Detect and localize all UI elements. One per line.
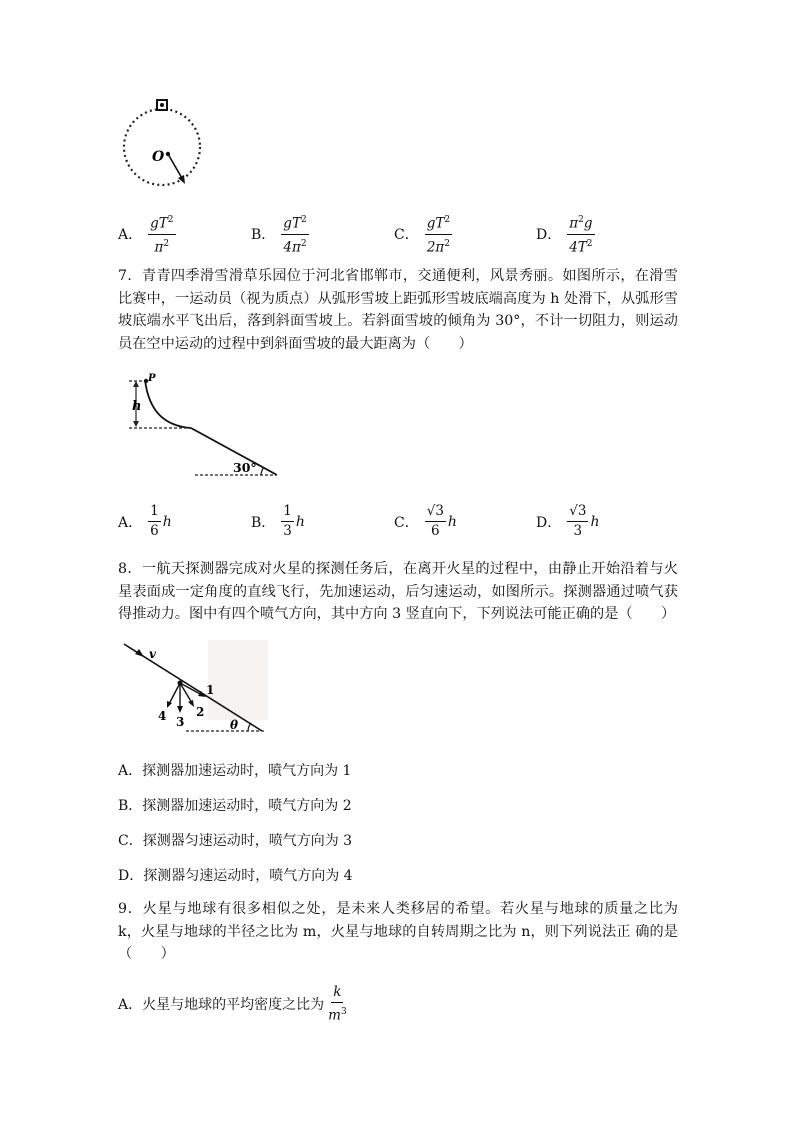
- q7-option-c[interactable]: [394, 503, 457, 540]
- numerator: gT: [426, 215, 445, 232]
- radius-arrowhead: [178, 175, 185, 184]
- q8-option-d[interactable]: D．探测器匀速运动时，喷气方向为 4: [118, 868, 353, 884]
- numerator: gT: [283, 215, 301, 232]
- fraction: [148, 212, 175, 256]
- q7-question-text: 7．青青四季滑雪滑草乐园位于河北省邯郸市，交通便利，风景秀丽。如图所示，在滑雪比赛中，一运动员（视为质点）从弧形雪坡上距弧形雪坡底端高度为 h 处滑下，从弧形雪坡底端水平飞出后，落到斜面雪坡上。若斜面雪坡的倾角为 30°，不计一切阻力，则运动员在空中运动的过程中到斜面雪坡的最大距离为（ ）: [118, 268, 678, 352]
- option-letter: A．: [118, 227, 143, 243]
- q6-option-b[interactable]: [251, 212, 309, 256]
- q8-question-text: 8．一航天探测器完成对火星的探测任务后，在离开火星的过程中，由静止开始沿着与火星表面成一定角度的直线飞行，先加速运动，后匀速运动，如图所示。探测器通过喷气获得推动力。图中有四个喷气方向，其中方向 3 竖直向下，下列说法可能正确的是（ ）: [118, 561, 678, 622]
- height-arrow-down: [133, 421, 139, 427]
- height-arrow-up: [133, 381, 139, 387]
- mass-block-dot: [160, 103, 164, 107]
- figure-background-smudge: [208, 640, 268, 720]
- direction-3-arrowhead: [177, 706, 183, 713]
- q6-circle-figure: [115, 98, 215, 190]
- variable-h: h: [295, 513, 305, 530]
- radius-arrow: [168, 154, 183, 180]
- exponent: 2: [300, 238, 307, 249]
- option-letter: A．: [118, 514, 143, 531]
- denominator: 3: [283, 523, 292, 539]
- fraction: [281, 212, 308, 256]
- direction-4-arrowhead: [167, 701, 172, 708]
- angle-label: 30°: [233, 460, 257, 475]
- q9-option-a[interactable]: [118, 984, 347, 1025]
- fraction: [281, 503, 294, 540]
- option-text: A．火星与地球的平均密度之比为: [118, 997, 325, 1014]
- velocity-arrowhead: [135, 649, 144, 657]
- direction-2-label: 2: [196, 705, 205, 719]
- center-label: O: [152, 149, 165, 165]
- fraction: [328, 984, 347, 1025]
- exponent: 2: [444, 215, 451, 225]
- exponent: 2: [586, 238, 593, 249]
- start-point-label: P: [148, 373, 156, 384]
- angle-label: θ: [230, 718, 239, 732]
- numerator: gT: [150, 215, 168, 232]
- variable-h: h: [162, 513, 172, 530]
- q7-option-d[interactable]: [536, 503, 599, 540]
- denominator: π: [154, 239, 164, 255]
- denominator: 3: [573, 523, 583, 539]
- fraction: [425, 503, 446, 540]
- option-letter: D．: [536, 227, 562, 243]
- option-letter: B．: [251, 514, 276, 531]
- denominator: 4π: [283, 239, 301, 255]
- numerator: √3: [425, 503, 446, 522]
- q6-option-a[interactable]: [118, 212, 176, 256]
- fraction: [148, 503, 161, 540]
- q6-option-d[interactable]: [536, 212, 595, 256]
- fraction: [567, 212, 594, 256]
- q8-option-a[interactable]: A．探测器加速运动时，喷气方向为 1: [118, 763, 352, 779]
- exponent: 2: [444, 238, 451, 249]
- q8-option-c[interactable]: C．探测器匀速运动时，喷气方向为 3: [118, 833, 353, 849]
- denominator: m: [328, 1007, 341, 1024]
- q7-option-b[interactable]: [251, 503, 305, 540]
- numerator: 1: [281, 503, 294, 522]
- angle-arc: [261, 467, 264, 475]
- circular-path: [124, 109, 200, 185]
- variable-h: h: [590, 513, 600, 530]
- curved-slope: [145, 380, 191, 428]
- exponent: 2: [578, 215, 584, 225]
- numerator: 1: [148, 503, 161, 522]
- q7-slope-figure: [125, 372, 285, 480]
- direction-4-arrow: [169, 683, 180, 704]
- direction-1-label: 1: [206, 683, 215, 697]
- option-letter: C．: [394, 227, 419, 243]
- q7-option-a[interactable]: [118, 503, 172, 540]
- angle-arc: [248, 723, 251, 731]
- q9-question-text: 9．火星与地球有很多相似之处，是未来人类移居的希望。若火星与地球的质量之比为 k，火星与地球的半径之比为 m，火星与地球的自转周期之比为 n，则下列说法正 确的是（ ）: [118, 901, 678, 962]
- exponent: 2: [300, 215, 307, 225]
- fraction: [425, 212, 452, 256]
- variable-h: h: [447, 513, 457, 530]
- direction-3-label: 3: [176, 715, 185, 729]
- exponent: 3: [340, 1007, 347, 1017]
- height-label: h: [132, 399, 142, 414]
- denominator: 6: [431, 523, 440, 539]
- q6-option-c[interactable]: [394, 212, 452, 256]
- q8-probe-figure: [122, 640, 272, 738]
- denominator: 2π: [426, 239, 445, 255]
- exponent: 2: [163, 238, 170, 249]
- velocity-label: v: [149, 647, 156, 661]
- exponent: 2: [167, 215, 174, 225]
- denominator: 6: [150, 523, 159, 539]
- option-letter: B．: [251, 227, 276, 243]
- option-letter: C．: [394, 514, 419, 531]
- numerator: k: [331, 984, 343, 1003]
- direction-4-label: 4: [158, 709, 167, 723]
- option-letter: D．: [536, 514, 562, 531]
- numerator: √3: [567, 503, 588, 522]
- direction-2-arrowhead: [188, 700, 194, 707]
- denominator: 4T: [569, 239, 587, 255]
- numerator-tail: g: [583, 215, 593, 232]
- fraction: [567, 503, 588, 540]
- numerator: π: [569, 215, 579, 232]
- q8-option-b[interactable]: B．探测器加速运动时，喷气方向为 2: [118, 798, 352, 814]
